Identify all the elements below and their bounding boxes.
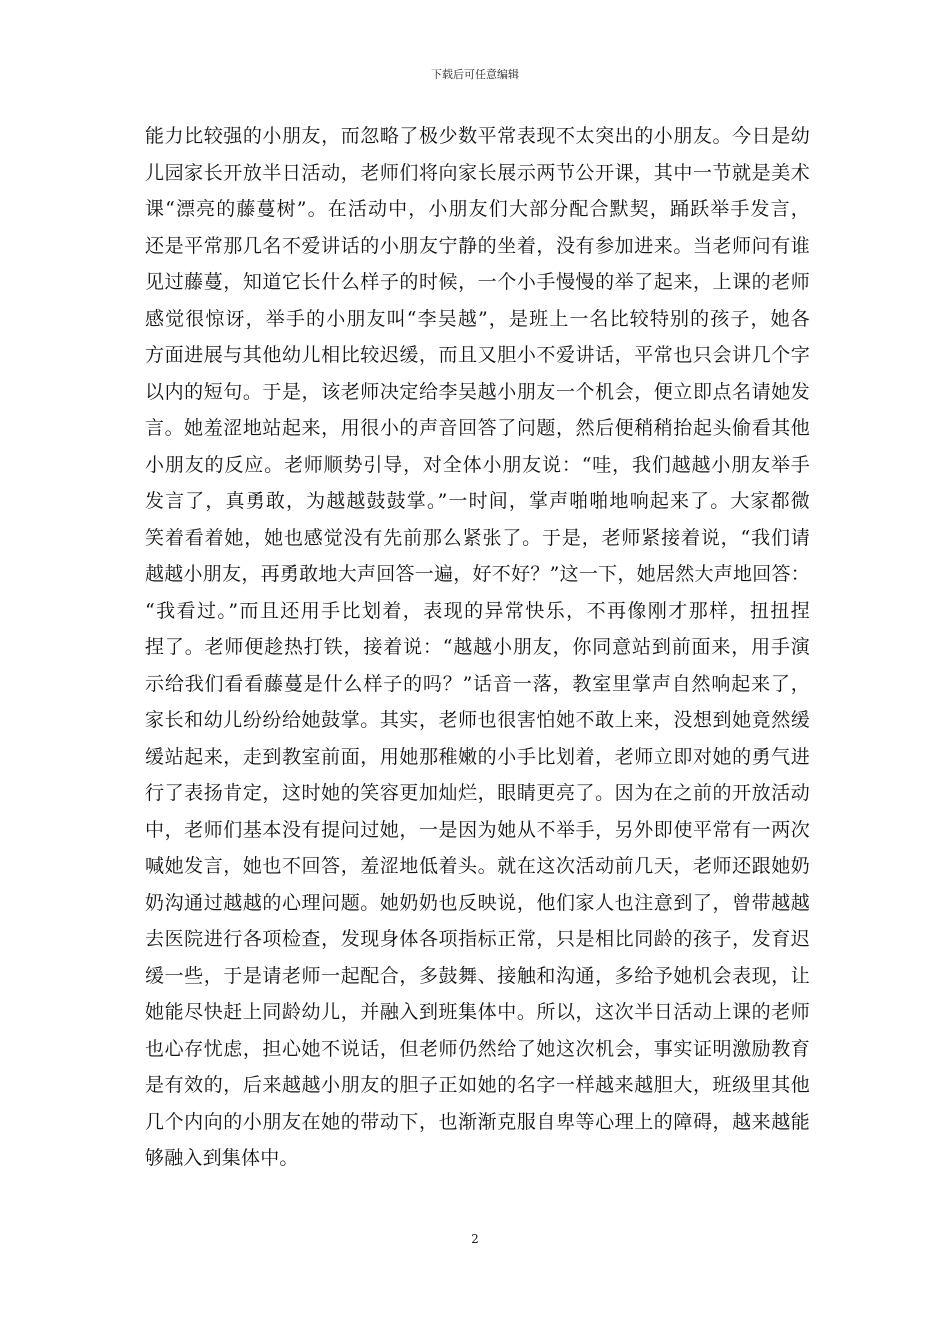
text-line: 几个内向的小朋友在她的带动下，也渐渐克服自卑等心理上的障碍，越来越能: [145, 1110, 810, 1133]
text-line: 捏了。老师便趁热打铁，接着说：“越越小朋友，你同意站到前面来，用手演: [145, 636, 810, 658]
text-line: 是有效的，后来越越小朋友的胆子正如她的名字一样越来越胆大，班级里其他: [145, 1074, 810, 1096]
text-line: 发言了，真勇敢，为越越鼓鼓掌。”一时间，掌声啪啪地响起来了。大家都微: [145, 490, 810, 512]
text-line: 小朋友的反应。老师顺势引导，对全体小朋友说：“哇，我们越越小朋友举手: [145, 453, 810, 476]
text-line: 方面进展与其他幼儿相比较迟缓，而且又胆小不爱讲话，平常也只会讲几个字: [145, 344, 810, 366]
text-line: 也心存忧虑，担心她不说话，但老师仍然给了她这次机会，事实证明激励教育: [145, 1037, 810, 1060]
text-line: 言。她羞涩地站起来，用很小的声音回答了问题，然后便稍稍抬起头偷看其他: [145, 417, 810, 439]
text-line: 课“漂亮的藤蔓树”。在活动中，小朋友们大部分配合默契，踊跃举手发言，: [145, 198, 810, 220]
text-line: 感觉很惊讶，举手的小朋友叫“李吴越”，是班上一名比较特别的孩子，她各: [145, 307, 810, 330]
text-line: 家长和幼儿纷纷给她鼓掌。其实，老师也很害怕她不敢上来，没想到她竟然缓: [145, 709, 810, 731]
text-line: 示给我们看看藤蔓是什么样子的吗？”话音一落，教室里掌声自然响起来了，: [145, 672, 810, 695]
text-line: 中，老师们基本没有提问过她，一是因为她从不举手，另外即使平常有一两次: [145, 818, 810, 841]
text-line: 喊她发言，她也不回答，羞涩地低着头。就在这次活动前几天，老师还跟她奶: [145, 855, 810, 877]
text-line: 见过藤蔓，知道它长什么样子的时候，一个小手慢慢的举了起来，上课的老师: [145, 271, 810, 293]
text-line: 还是平常那几名不爱讲话的小朋友宁静的坐着，没有参加进来。当老师问有谁: [145, 234, 810, 257]
text-line: 够融入到集体中。: [145, 1147, 299, 1169]
page-number: 2: [471, 1232, 479, 1246]
text-line: 她能尽快赶上同龄幼儿，并融入到班集体中。所以，这次半日活动上课的老师: [145, 1001, 810, 1023]
text-line: 奶沟通过越越的心理问题。她奶奶也反映说，他们家人也注意到了，曾带越越: [145, 891, 810, 914]
text-line: 儿园家长开放半日活动，老师们将向家长展示两节公开课，其中一节就是美术: [145, 161, 810, 184]
text-line: 越越小朋友，再勇敢地大声回答一遍，好不好？”这一下，她居然大声地回答：: [145, 563, 810, 585]
body-paragraph: [145, 118, 810, 1177]
text-line: 缓站起来，走到教室前面，用她那稚嫩的小手比划着，老师立即对她的勇气进: [145, 745, 810, 768]
page-header: 下载后可任意编辑: [431, 68, 519, 81]
text-line: 以内的短句。于是，该老师决定给李吴越小朋友一个机会，便立即点名请她发: [145, 380, 810, 403]
text-line: 缓一些，于是请老师一起配合，多鼓舞、接触和沟通，多给予她机会表现，让: [145, 964, 810, 987]
text-line: 去医院进行各项检查，发现身体各项指标正常，只是相比同龄的孩子，发育迟: [145, 928, 810, 950]
text-line: 能力比较强的小朋友，而忽略了极少数平常表现不太突出的小朋友。今日是幼: [145, 125, 810, 147]
text-line: “我看过。”而且还用手比划着，表现的异常快乐，不再像刚才那样，扭扭捏: [145, 599, 810, 622]
text-line: 行了表扬肯定，这时她的笑容更加灿烂，眼睛更亮了。因为在之前的开放活动: [145, 782, 810, 804]
text-line: 笑着看着她，她也感觉没有先前那么紧张了。于是，老师紧接着说，“我们请: [145, 526, 810, 549]
